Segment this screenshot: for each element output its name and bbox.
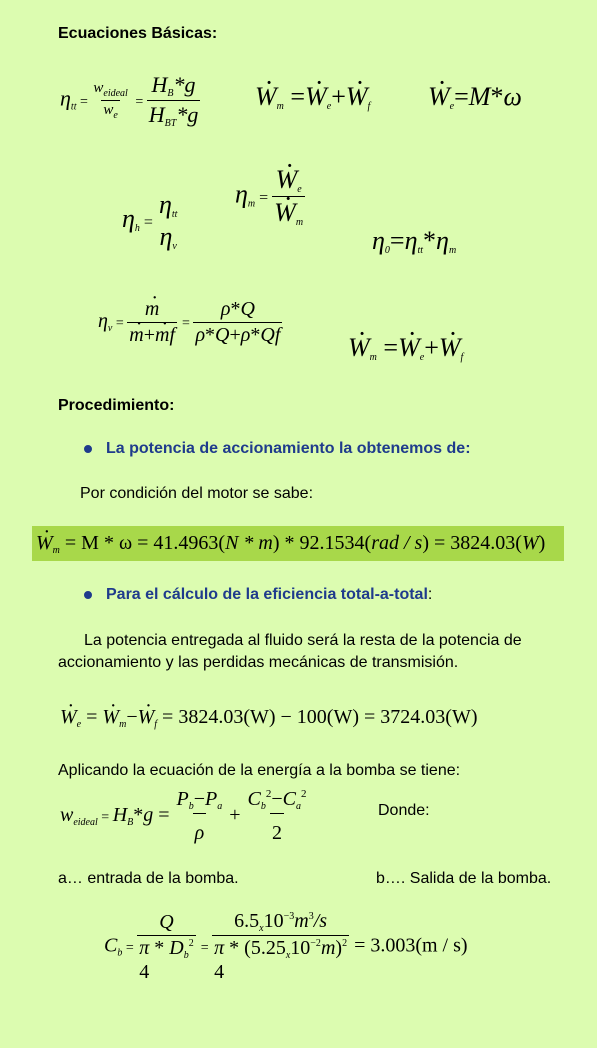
equation-outlet-velocity: $C_b$ = Q π * $D_b^2$ 4 = $6.5_x10^{-3}m^3/s$ π * $(5.25_x10^{-2}m)^2$ 4 = 3.003(m / s) <box>104 910 468 983</box>
equation-energy: $w_{eideal} = H_B*g$ = $\frac{P_b-P_a}{\rho}$ + $\frac{C_b^2-C_a^2}{2}$ <box>60 788 307 844</box>
bullet-total-efficiency <box>84 586 432 604</box>
bullet-total-efficiency-text: Para el cálculo de la eficiencia total-a-total <box>106 586 428 603</box>
equation-power-balance-2: · $W_m =\cdot W_e+\cdot W_f$ <box>348 333 463 363</box>
equation-drive-power: · $W_m = M * \omega = 41.4963(N * m) * 92.1534(rad / s) = 3824.03(W)$ <box>36 532 545 556</box>
equation-efficiency-tt: $\eta_{tt}$ = $\frac{w_{eideal}}{w_e}$ = $\frac{H_B*g}{H_{BT}*g}$ <box>60 72 199 129</box>
text-energy-equation: Aplicando la ecuación de la energía a la bomba se tiene: <box>58 762 461 779</box>
equation-fluid-power: · $W_e$ = · $W_m-\cdot W_f = 3824.03(W) - 100(W) = 3724.03(W)$ <box>60 706 477 730</box>
equation-shaft-power: · $W_e=M*\omega$ <box>428 82 522 112</box>
equation-efficiency-hydraulic: $\eta_h$ = $\eta_{tt}$ $\eta_v$ <box>122 190 178 252</box>
heading-basic-equations: Ecuaciones Básicas: <box>58 25 218 42</box>
bullet-drive-power <box>84 440 471 458</box>
bullet-icon <box>84 591 92 599</box>
bullet-total-efficiency-colon: : <box>427 586 433 603</box>
equation-efficiency-volumetric: $\eta_v$ = · m · m+· mf = $\frac{\rho*Q}{\rho*Q+\rho*Qf}$ <box>98 298 282 347</box>
equation-outlet-velocity-result: = 3.003(m / s) <box>354 934 468 957</box>
label-outlet: b…. Salida de la bomba. <box>376 870 552 887</box>
equation-fluid-power-values: = 3824.03(W) − 100(W) = 3724.03(W) <box>162 706 478 728</box>
equation-power-balance: · $W_m =\cdot W_e+\cdot W_f$ <box>255 82 370 112</box>
text-where: Donde: <box>378 802 430 819</box>
text-motor-condition: Por condición del motor se sabe: <box>80 485 314 502</box>
bullet-icon <box>84 445 92 453</box>
bullet-drive-power-text: La potencia de accionamiento la obtenemos de: <box>106 440 471 457</box>
label-inlet: a… entrada de la bomba. <box>58 870 239 887</box>
equation-efficiency-mechanical: $\eta_m$ = · $W_e$ · $W_m$ <box>235 165 305 228</box>
equation-efficiency-overall: $\eta_0=\eta_{tt}*\eta_m$ <box>372 226 457 256</box>
text-fluid-power: La potencia entregada al fluido será la resta de la potencia de accionamiento y las perdidas mecánicas de transmisión. <box>58 632 522 671</box>
heading-procedure: Procedimiento: <box>58 397 175 414</box>
